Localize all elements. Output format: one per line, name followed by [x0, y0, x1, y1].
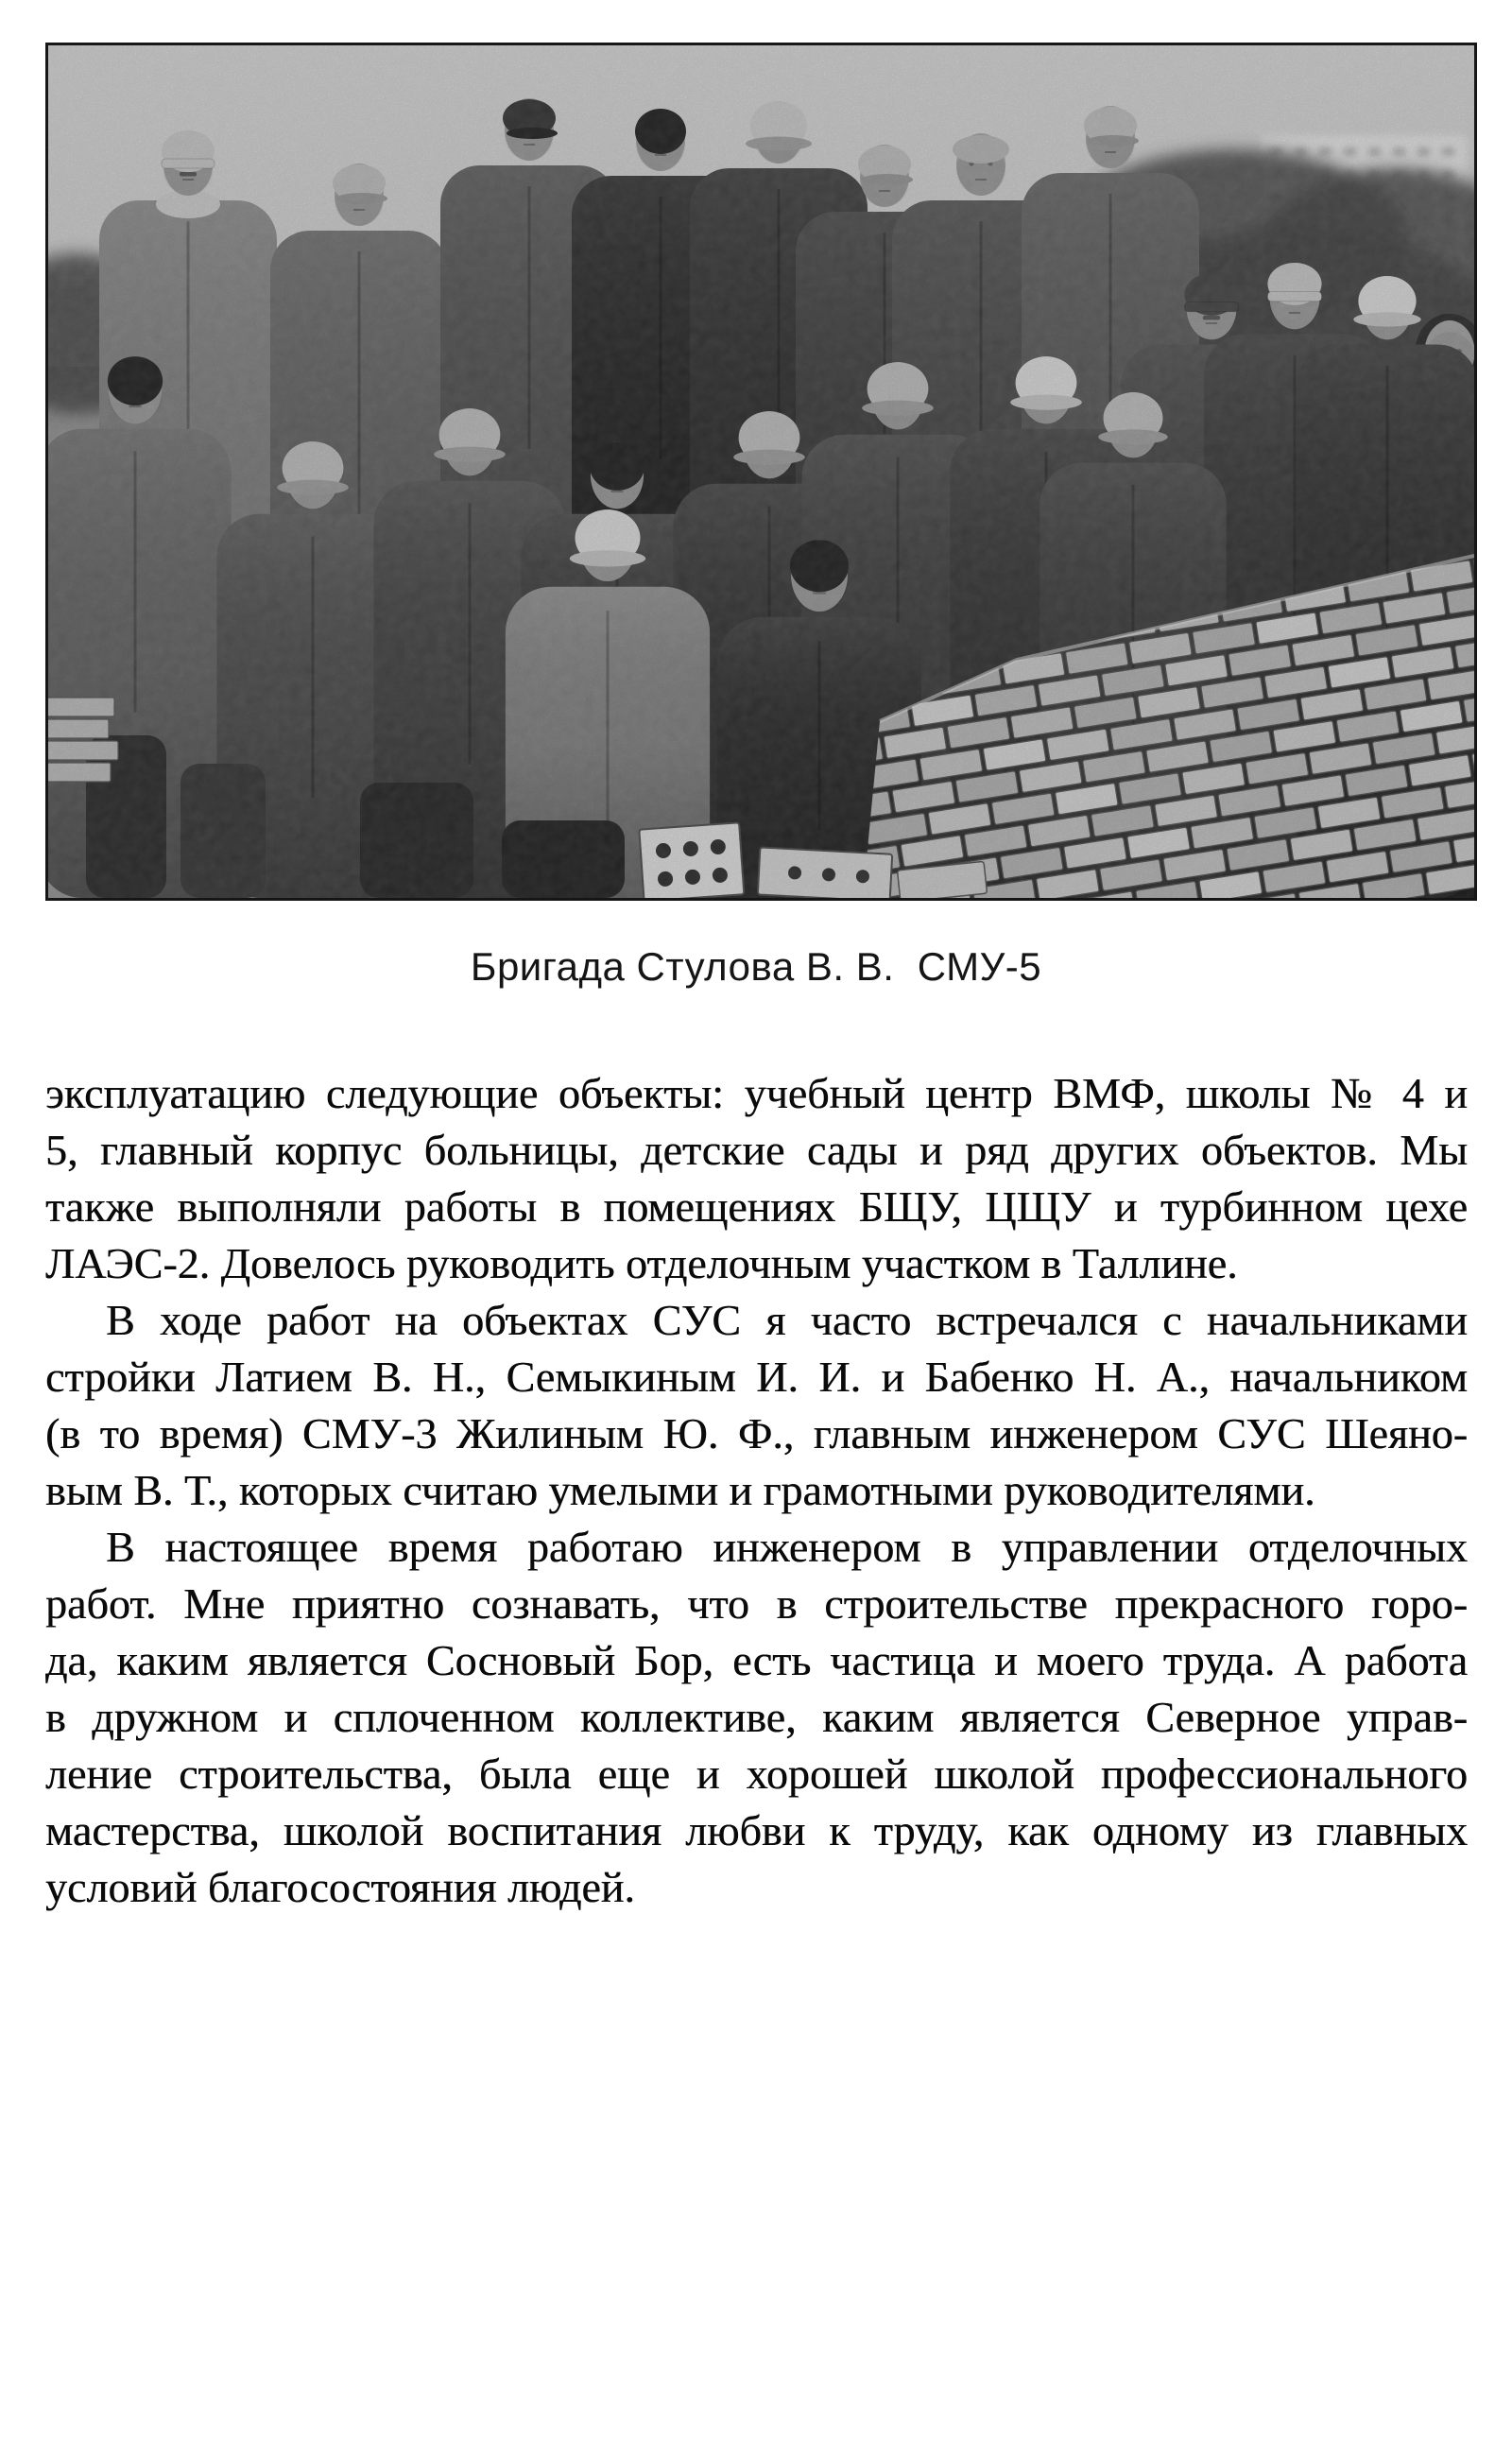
text-line: эксплуатацию следующие объекты: учебный центр ВМФ, школы № 4 и: [45, 1069, 1468, 1117]
text-line: (в то время) СМУ-3 Жилиным Ю. Ф., главным инженером СУС Шеяно-: [45, 1409, 1468, 1457]
text-line: В настоящее время работаю инженером в управлении отделочных: [106, 1523, 1468, 1571]
text-line: работ. Мне приятно сознавать, что в строительстве прекрасного горо-: [45, 1579, 1468, 1628]
text-line: да, каким является Сосновый Бор, есть частица и моего труда. А работа: [45, 1636, 1468, 1684]
brigade-photo-image: [48, 45, 1474, 898]
text-line: также выполняли работы в помещениях БЩУ, ЦЩУ и турбинном цехе: [45, 1182, 1468, 1231]
text-line: вым В. Т., которых считаю умелыми и грамотными руководителями.: [45, 1466, 1315, 1514]
text-line: условий благосостояния людей.: [45, 1863, 635, 1911]
brigade-photo: [45, 43, 1477, 901]
text-line: ление строительства, была еще и хорошей школой профессионального: [45, 1750, 1468, 1798]
text-line: мастерства, школой воспитания любви к труду, как одному из главных: [45, 1806, 1468, 1854]
photo-caption: Бригада Стулова В. В. СМУ-5: [470, 944, 1042, 989]
text-line: 5, главный корпус больницы, детские сады и ряд других объектов. Мы: [45, 1126, 1468, 1174]
text-line: стройки Латием В. Н., Семыкиным И. И. и Бабенко Н. А., начальником: [45, 1353, 1468, 1401]
body-text: [45, 1065, 1468, 1916]
text-line: В ходе работ на объектах СУС я часто встречался с начальниками: [106, 1296, 1468, 1344]
text-line: в дружном и сплоченном коллективе, каким является Северное управ-: [45, 1693, 1468, 1741]
text-line: ЛАЭС-2. Довелось руководить отделочным участком в Таллине.: [45, 1239, 1238, 1287]
